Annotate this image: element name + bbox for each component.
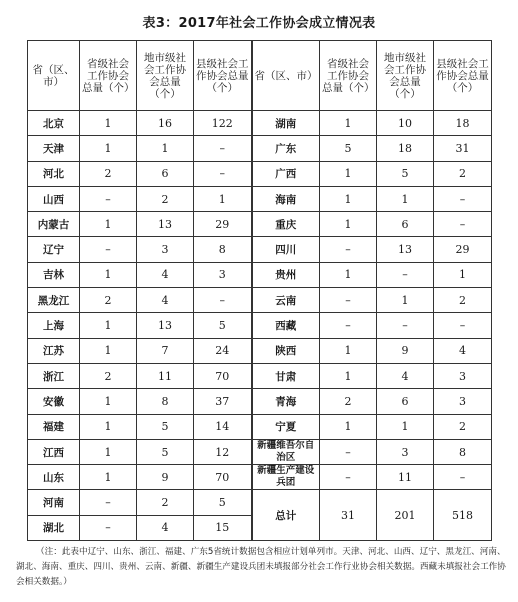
county-count: –	[434, 212, 492, 237]
provincial-count: 1	[80, 136, 137, 161]
city-count: 6	[377, 212, 434, 237]
table-row	[28, 186, 492, 211]
county-count: 8	[434, 439, 492, 464]
region-name: 山东	[28, 465, 80, 490]
provincial-count: 1	[320, 212, 377, 237]
region-name: 福建	[28, 414, 80, 439]
provincial-count: 2	[80, 363, 137, 388]
table-row	[28, 136, 492, 161]
county-count: 31	[434, 136, 492, 161]
provincial-count: 1	[80, 439, 137, 464]
region-name: 青海	[252, 389, 320, 414]
region-name: 湖北	[28, 515, 80, 540]
city-count: 5	[137, 414, 194, 439]
table-title: 表3：2017年社会工作协会成立情况表	[142, 16, 376, 31]
provincial-count: –	[320, 439, 377, 464]
provincial-count: 2	[80, 288, 137, 313]
county-count: 3	[194, 262, 252, 287]
statistics-table	[27, 40, 492, 541]
header-region-left: 省（区、市）	[28, 41, 80, 111]
table-row	[28, 111, 492, 136]
table-row	[28, 414, 492, 439]
city-count: –	[377, 313, 434, 338]
region-name: 上海	[28, 313, 80, 338]
city-count: 1	[377, 186, 434, 211]
city-count: 11	[137, 363, 194, 388]
provincial-count: 1	[320, 111, 377, 136]
provincial-count: –	[80, 515, 137, 540]
table-row	[28, 338, 492, 363]
county-count: 2	[434, 161, 492, 186]
county-count: 70	[194, 363, 252, 388]
city-count: 1	[137, 136, 194, 161]
county-count: 29	[194, 212, 252, 237]
city-count: 10	[377, 111, 434, 136]
region-name: 湖南	[252, 111, 320, 136]
header-county-left: 县级社会工作协会总量（个）	[194, 41, 252, 111]
city-count: 6	[137, 161, 194, 186]
city-count: 1	[377, 414, 434, 439]
provincial-count: –	[80, 237, 137, 262]
total-provincial: 31	[320, 490, 377, 541]
city-count: 13	[377, 237, 434, 262]
header-city-left: 地市级社会工作协会总量（个）	[137, 41, 194, 111]
county-count: 18	[434, 111, 492, 136]
county-count: –	[434, 313, 492, 338]
table-row	[28, 490, 492, 515]
city-count: 13	[137, 313, 194, 338]
region-name: 河北	[28, 161, 80, 186]
city-count: 6	[377, 389, 434, 414]
provincial-count: 1	[80, 414, 137, 439]
county-count: 29	[434, 237, 492, 262]
provincial-count: 1	[320, 161, 377, 186]
city-count: 3	[377, 439, 434, 464]
region-name: 新疆维吾尔自治区	[252, 439, 320, 464]
region-name: 陕西	[252, 338, 320, 363]
county-count: 3	[434, 389, 492, 414]
city-count: 18	[377, 136, 434, 161]
city-count: 9	[137, 465, 194, 490]
provincial-count: 1	[320, 186, 377, 211]
provincial-count: 5	[320, 136, 377, 161]
provincial-count: –	[80, 186, 137, 211]
city-count: 9	[377, 338, 434, 363]
county-count: 2	[434, 288, 492, 313]
region-name: 甘肃	[252, 363, 320, 388]
region-name: 云南	[252, 288, 320, 313]
city-count: 5	[377, 161, 434, 186]
region-name: 贵州	[252, 262, 320, 287]
table-row	[28, 161, 492, 186]
table-row	[28, 363, 492, 388]
provincial-count: 1	[80, 313, 137, 338]
county-count: –	[434, 465, 492, 490]
county-count: 15	[194, 515, 252, 540]
header-county-right: 县级社会工作协会总量（个）	[434, 41, 492, 111]
header-region-right: 省（区、市）	[252, 41, 320, 111]
city-count: 4	[137, 262, 194, 287]
county-count: 14	[194, 414, 252, 439]
county-count: 5	[194, 313, 252, 338]
header-row	[28, 41, 492, 111]
provincial-count: –	[320, 313, 377, 338]
county-count: –	[194, 161, 252, 186]
table-row	[28, 237, 492, 262]
table-row	[28, 313, 492, 338]
city-count: 11	[377, 465, 434, 490]
city-count: 4	[377, 363, 434, 388]
table-row	[28, 262, 492, 287]
provincial-count: 2	[320, 389, 377, 414]
city-count: 16	[137, 111, 194, 136]
total-county: 518	[434, 490, 492, 541]
county-count: 8	[194, 237, 252, 262]
provincial-count: 1	[80, 212, 137, 237]
total-label: 总计	[252, 490, 320, 541]
provincial-count: 2	[80, 161, 137, 186]
region-name: 安徽	[28, 389, 80, 414]
county-count: 4	[434, 338, 492, 363]
city-count: 4	[137, 288, 194, 313]
city-count: 5	[137, 439, 194, 464]
county-count: 24	[194, 338, 252, 363]
city-count: 8	[137, 389, 194, 414]
region-name: 西藏	[252, 313, 320, 338]
region-name: 浙江	[28, 363, 80, 388]
region-name: 河南	[28, 490, 80, 515]
region-name: 四川	[252, 237, 320, 262]
table-row	[28, 212, 492, 237]
region-name: 广东	[252, 136, 320, 161]
region-name: 江苏	[28, 338, 80, 363]
region-name: 广西	[252, 161, 320, 186]
provincial-count: –	[320, 237, 377, 262]
county-count: 2	[434, 414, 492, 439]
county-count: –	[194, 136, 252, 161]
provincial-count: –	[320, 288, 377, 313]
region-name: 新疆生产建设兵团	[252, 465, 320, 490]
city-count: 2	[137, 186, 194, 211]
region-name: 吉林	[28, 262, 80, 287]
region-name: 重庆	[252, 212, 320, 237]
region-name: 天津	[28, 136, 80, 161]
header-provincial-right: 省级社会工作协会总量（个）	[320, 41, 377, 111]
city-count: 4	[137, 515, 194, 540]
city-count: 13	[137, 212, 194, 237]
region-name: 宁夏	[252, 414, 320, 439]
county-count: 5	[194, 490, 252, 515]
city-count: –	[377, 262, 434, 287]
provincial-count: 1	[320, 414, 377, 439]
region-name: 黑龙江	[28, 288, 80, 313]
city-count: 2	[137, 490, 194, 515]
county-count: 12	[194, 439, 252, 464]
provincial-count: 1	[80, 262, 137, 287]
provincial-count: –	[320, 465, 377, 490]
county-count: 122	[194, 111, 252, 136]
region-name: 内蒙古	[28, 212, 80, 237]
provincial-count: 1	[80, 338, 137, 363]
county-count: 1	[194, 186, 252, 211]
header-provincial-left: 省级社会工作协会总量（个）	[80, 41, 137, 111]
provincial-count: 1	[80, 111, 137, 136]
region-name: 辽宁	[28, 237, 80, 262]
county-count: 37	[194, 389, 252, 414]
provincial-count: 1	[80, 389, 137, 414]
city-count: 1	[377, 288, 434, 313]
county-count: –	[434, 186, 492, 211]
city-count: 7	[137, 338, 194, 363]
county-count: 1	[434, 262, 492, 287]
region-name: 江西	[28, 439, 80, 464]
county-count: 70	[194, 465, 252, 490]
region-name: 山西	[28, 186, 80, 211]
provincial-count: –	[80, 490, 137, 515]
total-city: 201	[377, 490, 434, 541]
header-city-right: 地市级社会工作协会总量（个）	[377, 41, 434, 111]
county-count: –	[194, 288, 252, 313]
region-name: 海南	[252, 186, 320, 211]
provincial-count: 1	[320, 363, 377, 388]
region-name: 北京	[28, 111, 80, 136]
provincial-count: 1	[320, 262, 377, 287]
table-row	[28, 439, 492, 464]
table-row	[28, 389, 492, 414]
table-row	[28, 288, 492, 313]
table-row	[28, 465, 492, 490]
table-footnote: （注：此表中辽宁、山东、浙江、福建、广东5省统计数据包含相应计划单列市。天津、河北、山西、辽宁、黑龙江、河南、湖北、海南、重庆、四川、贵州、云南、新疆、新疆生产建设兵团未填报部分社会工作行业协会相关数据。西藏未填报社会工作协会相关数据。）	[16, 547, 506, 587]
county-count: 3	[434, 363, 492, 388]
provincial-count: 1	[320, 338, 377, 363]
provincial-count: 1	[80, 465, 137, 490]
city-count: 3	[137, 237, 194, 262]
